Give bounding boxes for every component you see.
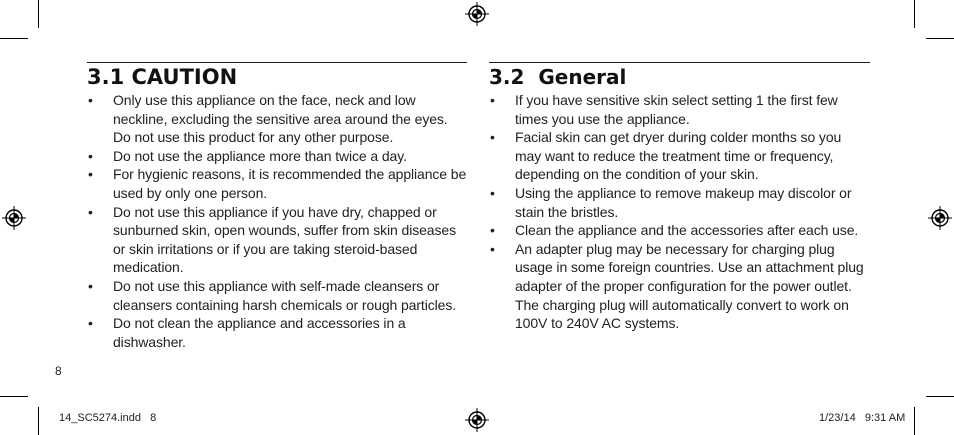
caution-heading: 3.1 CAUTION [87,65,238,89]
section-rule [489,62,870,63]
general-heading: 3.2 General [489,65,627,89]
slug-filename: 14_SC5274.indd 8 [59,412,157,424]
list-item: • Do not use the appliance more than twice a day. [88,147,407,164]
caution-list [87,91,467,351]
section-rule [87,62,467,63]
crop-mark [0,396,28,397]
general-list [489,91,870,333]
bullet-icon: • [88,203,93,220]
crop-mark [926,396,954,397]
list-item: • Do not clean the appliance and accessories in a dishwasher. [88,315,406,350]
bullet-icon: • [88,147,93,164]
list-item: • Do not use this appliance with self-made cleansers or cleansers containing harsh chemicals or rough particles. [88,277,457,313]
bullet-icon: • [490,222,495,239]
crop-mark [38,407,39,435]
crop-mark [914,0,915,28]
bullet-icon: • [490,92,495,108]
bullet-icon: • [88,315,93,332]
registration-mark-icon [464,1,490,27]
bullet-icon: • [490,240,495,257]
crop-mark [926,38,954,39]
list-item: • Clean the appliance and the accessories after each use. [490,222,859,239]
list-item: • Only use this appliance on the face, neck and low neckline, excluding the sensitive area around the eyes. Do not use this product for any other purpose. [88,92,448,146]
registration-mark-icon [464,407,490,433]
slug-timestamp: 1/23/14 9:31 AM [819,412,906,424]
general-section [489,62,870,333]
registration-mark-icon [1,205,27,231]
bullet-icon: • [88,277,93,294]
list-item: • An adapter plug may be necessary for charging plug usage in some foreign countries. Use an attachment plug adapter of the proper configuration for the power outlet. The charging plug will automatically convert to work on 100V to 240V AC systems. [490,240,864,332]
crop-mark [0,38,28,39]
list-item: • Do not use this appliance if you have dry, chapped or sunburned skin, open wounds, suffer from skin diseases or skin irritations or if you are taking steroid-based medication. [88,203,456,276]
crop-mark [38,0,39,28]
list-item: • If you have sensitive skin select setting 1 the first few times you use the appliance. [490,92,838,127]
bullet-icon: • [490,129,495,146]
bullet-icon: • [88,92,93,108]
bullet-icon: • [490,184,495,201]
list-item: • Facial skin can get dryer during colder months so you may want to reduce the treatment time or frequency, depending on the condition of your skin. [490,129,842,183]
registration-mark-icon [927,205,953,231]
list-item: • Using the appliance to remove makeup may discolor or stain the bristles. [490,184,852,220]
caution-section [87,62,467,351]
crop-mark [914,407,915,435]
list-item: • For hygienic reasons, it is recommended the appliance be used by only one person. [88,166,467,201]
page-number: 8 [55,364,62,378]
bullet-icon: • [88,166,93,183]
